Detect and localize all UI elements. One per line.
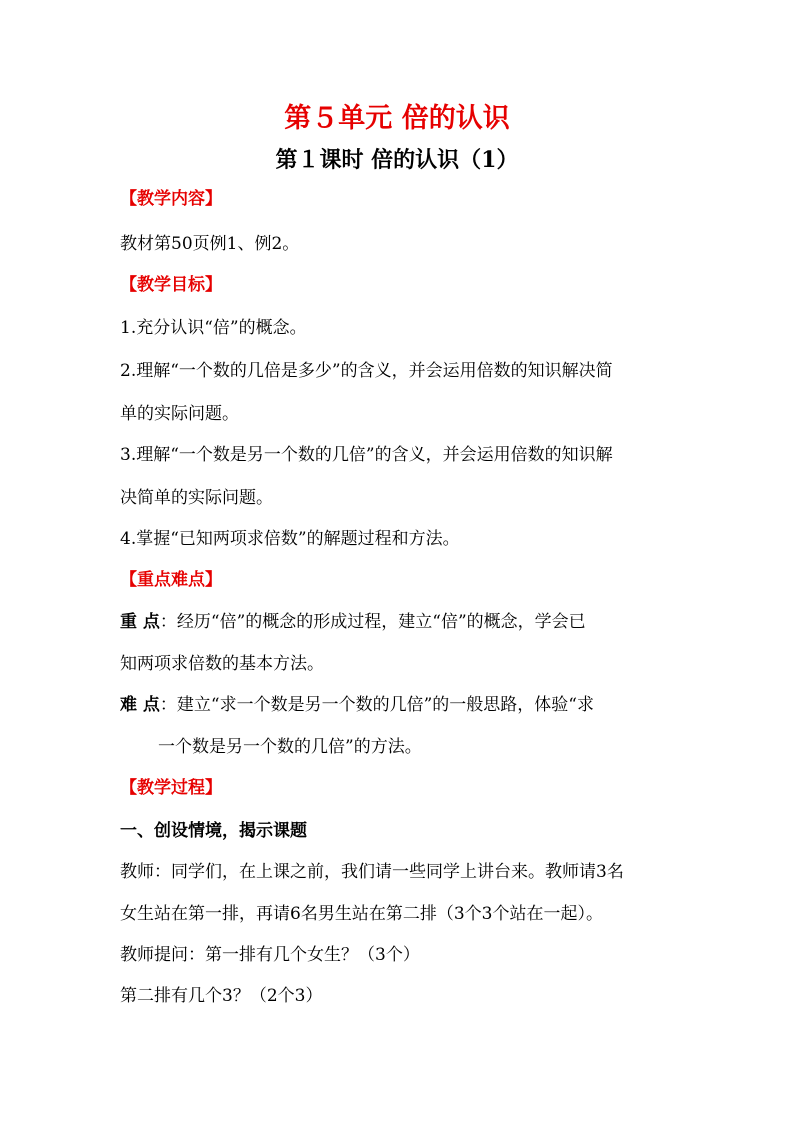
process-line: 教师提问：第一排有几个女生？（3个） [120,945,420,965]
difficult-point-line [120,693,594,717]
goal-line: 单的实际问题。 [120,404,239,424]
key-point-line [120,610,586,634]
lesson-title: 第１课时 倍的认识（1） [275,147,519,173]
content-text: 教材第50页例1、例2。 [120,234,300,254]
part1-heading: 一、创设情境，揭示课题 [120,821,307,841]
difficult-point-text: ：建立“求一个数是另一个数的几倍”的一般思路，体验“求 [159,695,594,715]
content-heading: 【教学内容】 [120,189,222,209]
goal-line: 决简单的实际问题。 [120,488,273,508]
process-line: 教师：同学们，在上课之前，我们请一些同学上讲台来。教师请3名 [120,862,624,882]
process-heading: 【教学过程】 [120,778,222,798]
goals-heading: 【教学目标】 [120,275,222,295]
unit-title: 第５单元 倍的认识 [284,103,510,134]
difficult-point-text-cont: 一个数是另一个数的几倍”的方法。 [158,737,422,757]
goal-line: 3.理解“一个数是另一个数的几倍”的含义，并会运用倍数的知识解 [120,445,613,465]
goal-line: 4.掌握“已知两项求倍数”的解题过程和方法。 [120,529,460,549]
difficult-point-label: 难 点 [120,695,160,715]
goal-line: 1.充分认识“倍”的概念。 [120,318,307,338]
key-point-text-cont: 知两项求倍数的基本方法。 [120,654,324,674]
process-line: 女生站在第一排，再请6名男生站在第二排（3个3个站在一起）。 [120,904,603,924]
key-point-label: 重 点 [120,612,160,632]
process-line: 第二排有几个3？（2个3） [120,986,323,1006]
goal-line: 2.理解“一个数的几倍是多少”的含义，并会运用倍数的知识解决简 [120,361,613,381]
key-point-text: ：经历“倍”的概念的形成过程，建立“倍”的概念，学会已 [159,612,586,632]
key-points-heading: 【重点难点】 [120,570,222,590]
